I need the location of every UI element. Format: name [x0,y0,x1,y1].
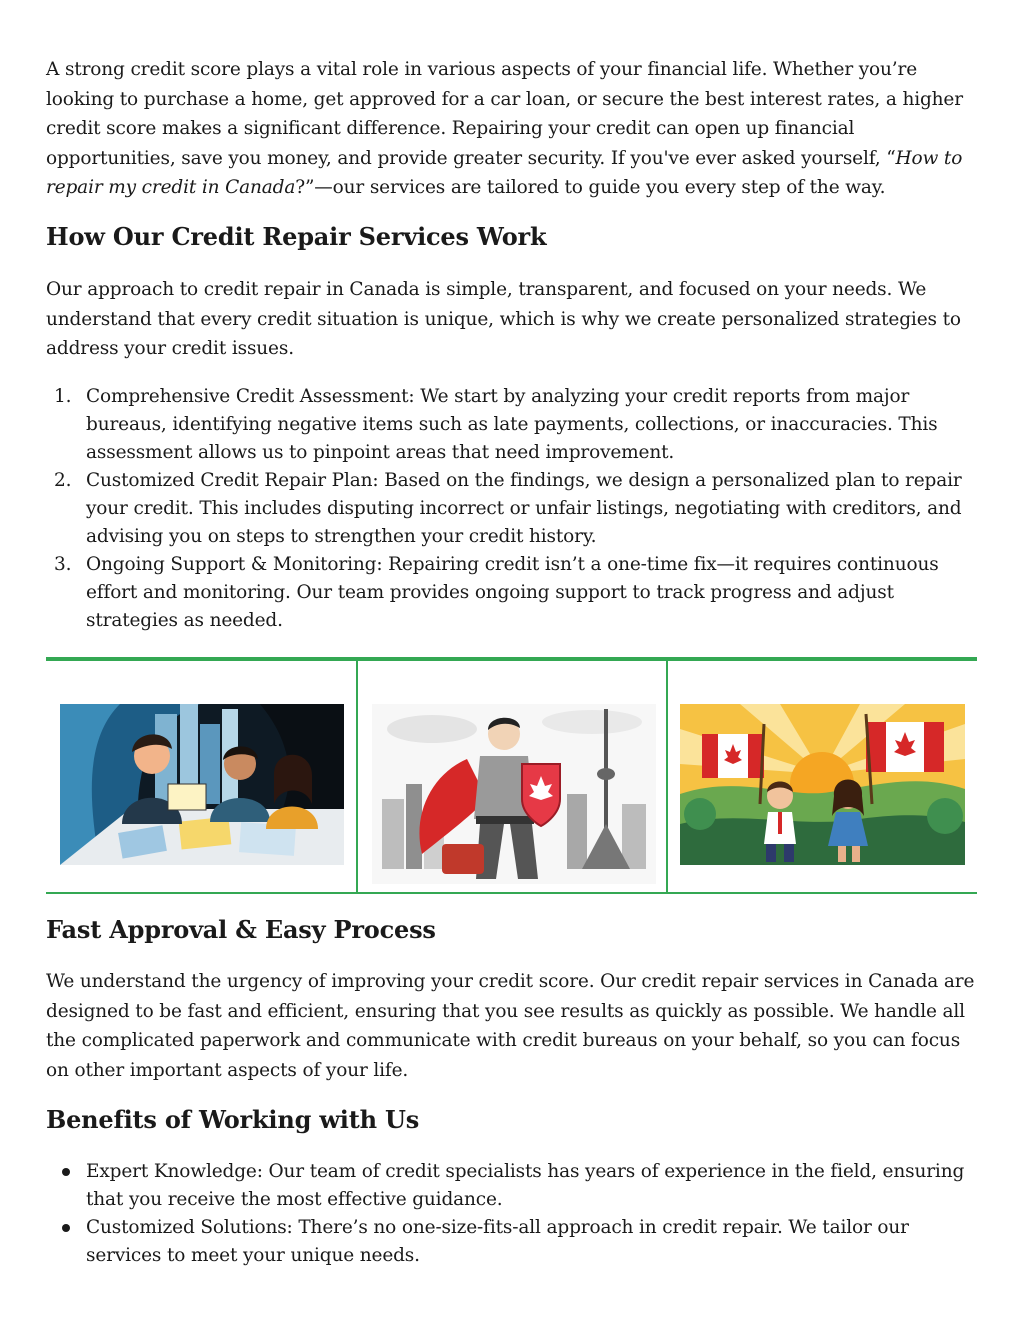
credit-hero-toronto-illustration-icon [372,704,656,884]
intro-paragraph [46,55,976,203]
steps-list [54,383,981,635]
list-item [54,551,981,635]
image-table [46,657,977,894]
intro-text-1: A strong credit score plays a vital role in various aspects of your financial life. Whether you’re looking to purchase a home, get approved for a car loan, or secure the best interest rates, a higher credit score makes a significant difference. Repairing your credit can open up financial opportunities, save you money, and provide greater security. If you've ever asked yourself, “ [46,59,963,169]
fast-approval-paragraph: We understand the urgency of improving your credit score. Our credit repair services in Canada are designed to be fast and efficient, ensuring that you see results as quickly as possible. We handle all the complicated paperwork and communicate with credit bureaus on your behalf, so you can focus on other important aspects of your life. [46,971,975,1081]
intro-text-2: ?”—our services are tailored to guide you every step of the way. [295,177,886,198]
how-it-works-paragraph: Our approach to credit repair in Canada is simple, transparent, and focused on your needs. We understand that every credit situation is unique, which is why we create personalized strategies to address your credit issues. [46,279,961,359]
consultation-illustration-icon [60,704,344,865]
step-text: Customized Credit Repair Plan: Based on the findings, we design a personalized plan to repair your credit. This includes disputing incorrect or unfair listings, negotiating with creditors, and advising you on steps to strengthen your credit history. [86,470,962,547]
benefits-heading: Benefits of Working with Us [46,1105,420,1134]
step-text: Ongoing Support & Monitoring: Repairing credit isn’t a one-time fix—it requires continuous effort and monitoring. Our team provides ongoing support to track progress and adjust strategies as needed. [86,554,939,631]
bullet-icon [62,1168,70,1176]
children-canada-flags-illustration-icon [680,704,965,865]
intro-italic-question: How to repair my credit in Canada [46,147,963,198]
bullet-icon [62,1224,70,1232]
benefit-text: Customized Solutions: There’s no one-size-fits-all approach in credit repair. We tailor our services to meet your unique needs. [86,1217,909,1266]
step-text: Comprehensive Credit Assessment: We start by analyzing your credit reports from major bureaus, identifying negative items such as late payments, collections, or inaccuracies. This assessment allows us to pinpoint areas that need improvement. [86,386,938,463]
list-item [54,467,981,551]
image-cell [46,661,356,892]
step-number: 1. [54,386,72,407]
fast-approval-heading: Fast Approval & Easy Process [46,915,436,944]
image-cell [666,661,976,892]
list-item [86,1158,981,1214]
step-number: 3. [54,554,72,575]
benefits-list [86,1158,981,1270]
benefit-text: Expert Knowledge: Our team of credit specialists has years of experience in the field, ensuring that you receive the most effective guidance. [86,1161,965,1210]
image-cell [356,661,666,892]
list-item [54,383,981,467]
how-it-works-heading: How Our Credit Repair Services Work [46,222,547,251]
step-number: 2. [54,470,72,491]
list-item [86,1214,981,1270]
